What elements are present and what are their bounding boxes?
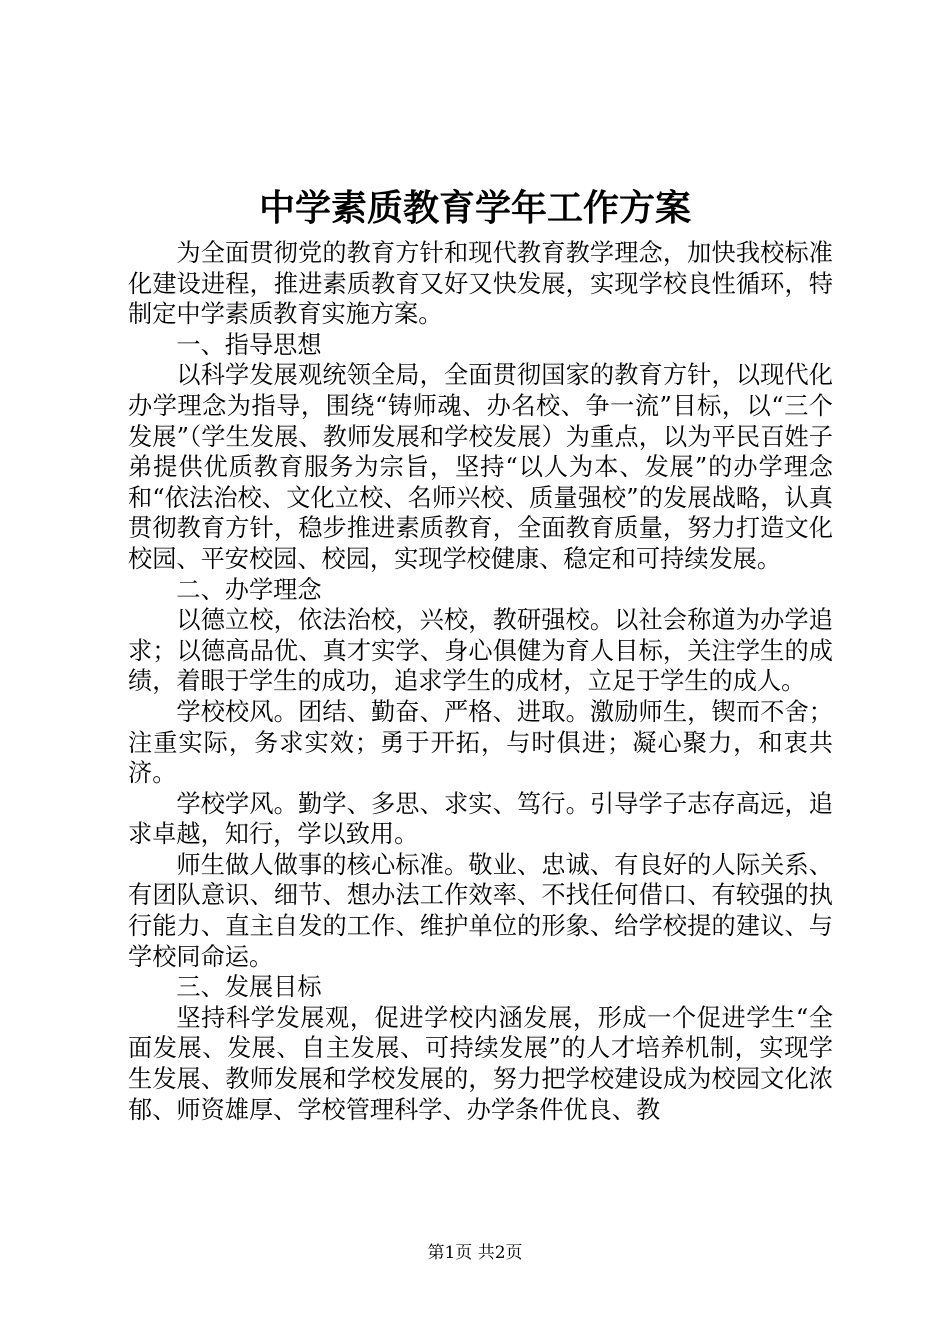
study-ethos-paragraph: 学校学风。勤学、多思、求实、笃行。引导学子志存高远，追求卓越，知行，学以致用。 bbox=[128, 789, 833, 849]
school-ethos-paragraph: 学校校风。团结、勤奋、严格、进取。激励师生，锲而不舍；注重实际，务求实效；勇于开拓，与时俱进；凝心聚力，和衷共济。 bbox=[128, 697, 833, 788]
document-body bbox=[128, 238, 833, 1125]
section-heading-school-philosophy: 二、办学理念 bbox=[176, 575, 322, 604]
section-heading-guiding-ideology: 一、指导思想 bbox=[176, 330, 322, 359]
section-heading-development-goals: 三、发展目标 bbox=[176, 973, 322, 1002]
school-philosophy-paragraph: 以德立校，依法治校，兴校，教研强校。以社会称道为办学追求；以德高品优、真才实学、身心俱健为育人目标，关注学生的成绩，着眼于学生的成功，追求学生的成材，立足于学生的成人。 bbox=[128, 606, 833, 696]
development-goals-paragraph: 坚持科学发展观，促进学校内涵发展，形成一个促进学生“全面发展、发展、自主发展、可持续发展”的人才培养机制，实现学生发展、教师发展和学校发展的，努力把学校建设成为校园文化浓郁、师资雄厚、学校管理科学、办学条件优良、教 bbox=[128, 1003, 833, 1124]
core-standards-paragraph: 师生做人做事的核心标准。敬业、忠诚、有良好的人际关系、有团队意识、细节、想办法工作效率、不找任何借口、有较强的执行能力、直主自发的工作、维护单位的形象、给学校提的建议、与学校同命运。 bbox=[128, 850, 833, 971]
page-footer: 第1页 共2页 bbox=[427, 1243, 523, 1263]
guiding-ideology-paragraph: 以科学发展观统领全局，全面贯彻国家的教育方针，以现代化办学理念为指导，围绕“铸师魂、办名校、争一流”目标，以“三个发展”（学生发展、教师发展和学校发展）为重点，以为平民百姓子弟提供优质教育服务为宗旨，坚持“以人为本、发展”的办学理念和“依法治校、文化立校、名师兴校、质量强校”的发展战略，认真贯彻教育方针，稳步推进素质教育，全面教育质量，努力打造文化校园、平安校园、校园，实现学校健康、稳定和可持续发展。 bbox=[128, 361, 833, 573]
intro-paragraph: 为全面贯彻党的教育方针和现代教育教学理念，加快我校标准化建设进程，推进素质教育又好又快发展，实现学校良性循环，特制定中学素质教育实施方案。 bbox=[128, 239, 833, 329]
document-title: 中学素质教育学年工作方案 bbox=[258, 188, 691, 229]
